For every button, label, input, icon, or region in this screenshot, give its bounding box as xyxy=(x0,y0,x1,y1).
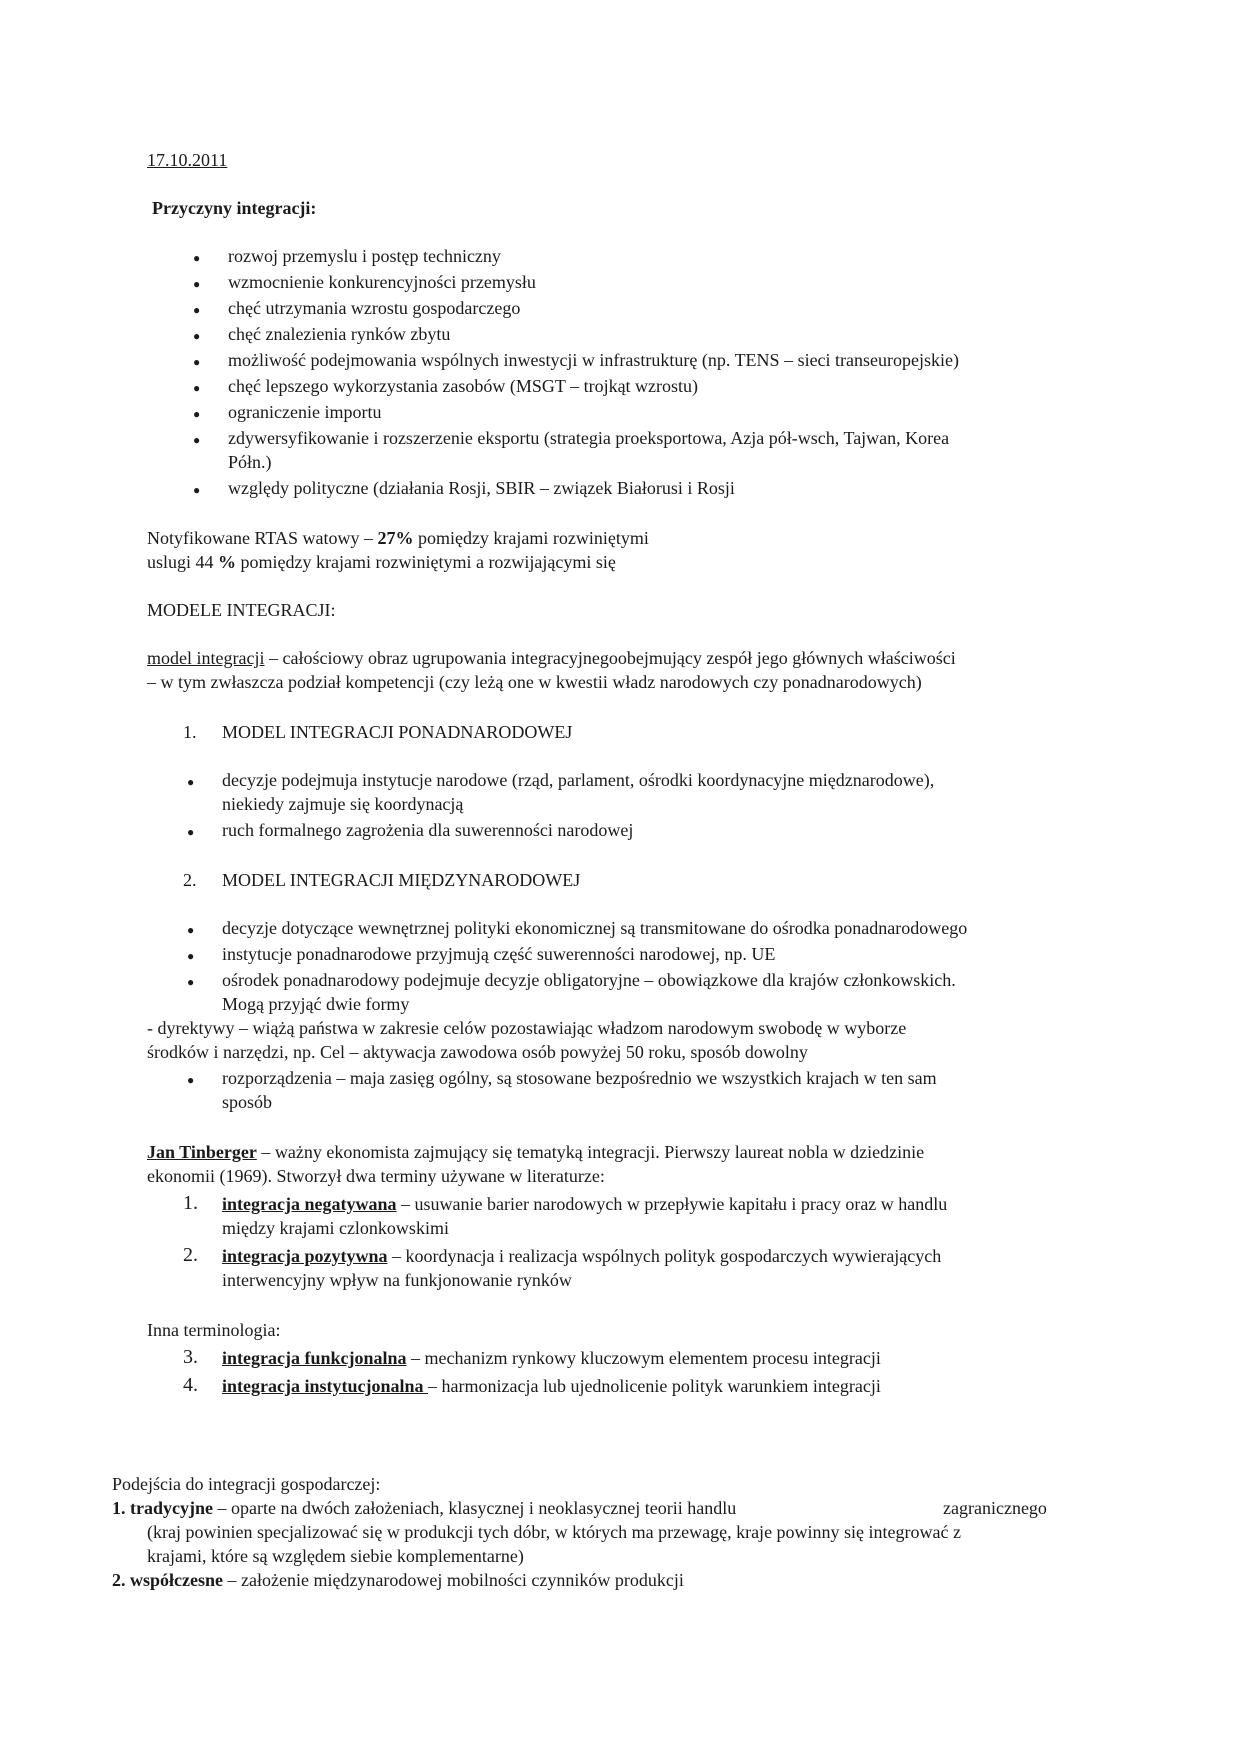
list-item: rozporządzenia – maja zasięg ogólny, są stosowane bezpośrednio we wszystkich krajach w ten sam xyxy=(222,1068,937,1088)
tinbergen-paragraph xyxy=(147,1140,924,1164)
list-item: chęć utrzymania wzrostu gospodarczego xyxy=(228,298,521,318)
list-item: ograniczenie importu xyxy=(228,402,382,422)
rtas-percent: 27% xyxy=(377,528,414,548)
term-continuation: interwencyjny wpływ na funkjonowanie rynków xyxy=(222,1270,572,1290)
list-item: decyzje podejmuja instytucje narodowe (rząd, parlament, ośrodki koordynacyjne międznarodowe), xyxy=(222,770,935,790)
term-name: integracja pozytywna xyxy=(222,1246,388,1266)
approaches-heading: Podejścia do integracji gospodarczej: xyxy=(112,1474,381,1494)
bullet-icon: ● xyxy=(187,949,195,963)
model-definition-text: – całościowy obraz ugrupowania integracyjnegoobejmujący zespół jego głównych właściwości xyxy=(264,648,956,668)
term-row xyxy=(222,1346,881,1370)
bullet-icon: ● xyxy=(193,277,201,291)
bullet-icon: ● xyxy=(187,1073,195,1087)
models-heading: MODELE INTEGRACJI: xyxy=(147,600,336,620)
approach-label: 2. współczesne xyxy=(112,1570,223,1590)
list-item: chęć lepszego wykorzystania zasobów (MSGT – trojkąt wzrostu) xyxy=(228,376,699,396)
model-1-title: MODEL INTEGRACJI PONADNARODOWEJ xyxy=(222,722,573,742)
model-1-number: 1. xyxy=(183,722,197,742)
list-item: ruch formalnego zagrożenia dla suwerenności narodowej xyxy=(222,820,634,840)
model-2-title: MODEL INTEGRACJI MIĘDZYNARODOWEJ xyxy=(222,870,581,890)
bullet-icon: ● xyxy=(193,329,201,343)
list-item: decyzje dotyczące wewnętrznej polityki ekonomicznej są transmitowane do ośrodka ponadnarodowego xyxy=(222,918,968,938)
list-item-continuation: Mogą przyjąć dwie formy xyxy=(222,994,410,1014)
term-description: – usuwanie barier narodowych w przepływie kapitału i pracy oraz w handlu xyxy=(396,1194,948,1214)
rtas-line-1 xyxy=(147,526,649,550)
list-item-continuation: Półn.) xyxy=(228,452,272,472)
tinbergen-name: Jan Tinberger xyxy=(147,1142,257,1162)
term-name: integracja instytucjonalna xyxy=(222,1376,428,1396)
rtas-line-2 xyxy=(147,550,616,574)
term-number: 4. xyxy=(183,1374,198,1396)
model-2-number: 2. xyxy=(183,870,197,890)
list-item: możliwość podejmowania wspólnych inwestycji w infrastrukturę (np. TENS – sieci transeuropejskie) xyxy=(228,350,960,370)
directives-line-2: środków i narzędzi, np. Cel – aktywacja zawodowa osób powyżej 50 roku, sposób dowolny xyxy=(147,1042,808,1062)
term-row xyxy=(222,1244,941,1268)
model-definition-cont: – w tym zwłaszcza podział kompetencji (czy leżą one w kwestii władz narodowych czy ponadnarodowych) xyxy=(147,672,922,692)
approach-1 xyxy=(112,1496,736,1520)
list-item: ośrodek ponadnarodowy podejmuje decyzje obligatoryjne – obowiązkowe dla krajów członkowskich. xyxy=(222,970,956,990)
bullet-icon: ● xyxy=(193,355,201,369)
other-terminology-label: Inna terminologia: xyxy=(147,1320,281,1340)
model-term: model integracji xyxy=(147,648,265,668)
rtas-text: pomiędzy krajami rozwiniętymi a rozwijającymi się xyxy=(236,552,616,572)
rtas-percent: % xyxy=(218,552,237,572)
list-item: względy polityczne (działania Rosji, SBIR – związek Białorusi i Rosji xyxy=(228,478,735,498)
model-definition xyxy=(147,646,956,670)
bullet-icon: ● xyxy=(193,381,201,395)
bullet-icon: ● xyxy=(187,775,195,789)
list-item: wzmocnienie konkurencyjności przemysłu xyxy=(228,272,536,292)
list-item-continuation: niekiedy zajmuje się koordynacją xyxy=(222,794,464,814)
term-name: integracja funkcjonalna xyxy=(222,1348,407,1368)
list-item-continuation: sposób xyxy=(222,1092,273,1112)
approach-2 xyxy=(112,1568,684,1592)
approach-text: – założenie międzynarodowej mobilności czynników produkcji xyxy=(223,1570,684,1590)
bullet-icon: ● xyxy=(187,825,195,839)
rtas-text: uslugi 44 xyxy=(147,552,219,572)
bullet-icon: ● xyxy=(193,303,201,317)
rtas-text: Notyfikowane RTAS watowy – xyxy=(147,528,378,548)
term-number: 2. xyxy=(183,1244,198,1266)
term-number: 3. xyxy=(183,1346,198,1368)
list-item: instytucje ponadnarodowe przyjmują część suwerenności narodowej, np. UE xyxy=(222,944,776,964)
tinbergen-paragraph-cont: ekonomii (1969). Stworzył dwa terminy używane w literaturze: xyxy=(147,1166,605,1186)
rtas-text: pomiędzy krajami rozwiniętymi xyxy=(413,528,649,548)
term-row xyxy=(222,1374,881,1398)
bullet-icon: ● xyxy=(193,407,201,421)
directives-line-1: - dyrektywy – wiążą państwa w zakresie celów pozostawiając władzom narodowym swobodę w wyborze xyxy=(147,1018,907,1038)
bullet-icon: ● xyxy=(193,251,201,265)
term-description: – harmonizacja lub ujednolicenie polityk warunkiem integracji xyxy=(428,1376,881,1396)
list-item: chęć znalezienia rynków zbytu xyxy=(228,324,451,344)
bullet-icon: ● xyxy=(187,975,195,989)
causes-heading: Przyczyny integracji: xyxy=(152,198,317,218)
approach-text: – oparte na dwóch założeniach, klasycznej i neoklasycznej teorii handlu xyxy=(212,1498,737,1518)
term-row xyxy=(222,1192,947,1216)
bullet-icon: ● xyxy=(187,923,195,937)
term-continuation: między krajami czlonkowskimi xyxy=(222,1218,449,1238)
list-item: zdywersyfikowanie i rozszerzenie eksportu (strategia proeksportowa, Azja pół-wsch, Tajwan, Korea xyxy=(228,428,950,448)
term-description: – koordynacja i realizacja wspólnych polityk gospodarczych wywierających xyxy=(387,1246,942,1266)
tinbergen-text: – ważny ekonomista zajmujący się tematyką integracji. Pierwszy laureat nobla w dziedzinie xyxy=(256,1142,925,1162)
approach-1-cont: (kraj powinien specjalizować się w produkcji tych dóbr, w których ma przewagę, kraje powinny się integrować z xyxy=(147,1522,961,1542)
list-item: rozwoj przemyslu i postęp techniczny xyxy=(228,246,501,266)
term-name: integracja negatywana xyxy=(222,1194,397,1214)
approach-1-text-end: zagranicznego xyxy=(943,1498,1047,1518)
document-date: 17.10.2011 xyxy=(147,150,228,170)
approach-label: 1. tradycyjne xyxy=(112,1498,213,1518)
bullet-icon: ● xyxy=(193,433,201,447)
term-number: 1. xyxy=(183,1192,198,1214)
bullet-icon: ● xyxy=(193,483,201,497)
term-description: – mechanizm rynkowy kluczowym elementem procesu integracji xyxy=(406,1348,881,1368)
approach-1-cont: krajami, które są względem siebie komplementarne) xyxy=(147,1546,524,1566)
